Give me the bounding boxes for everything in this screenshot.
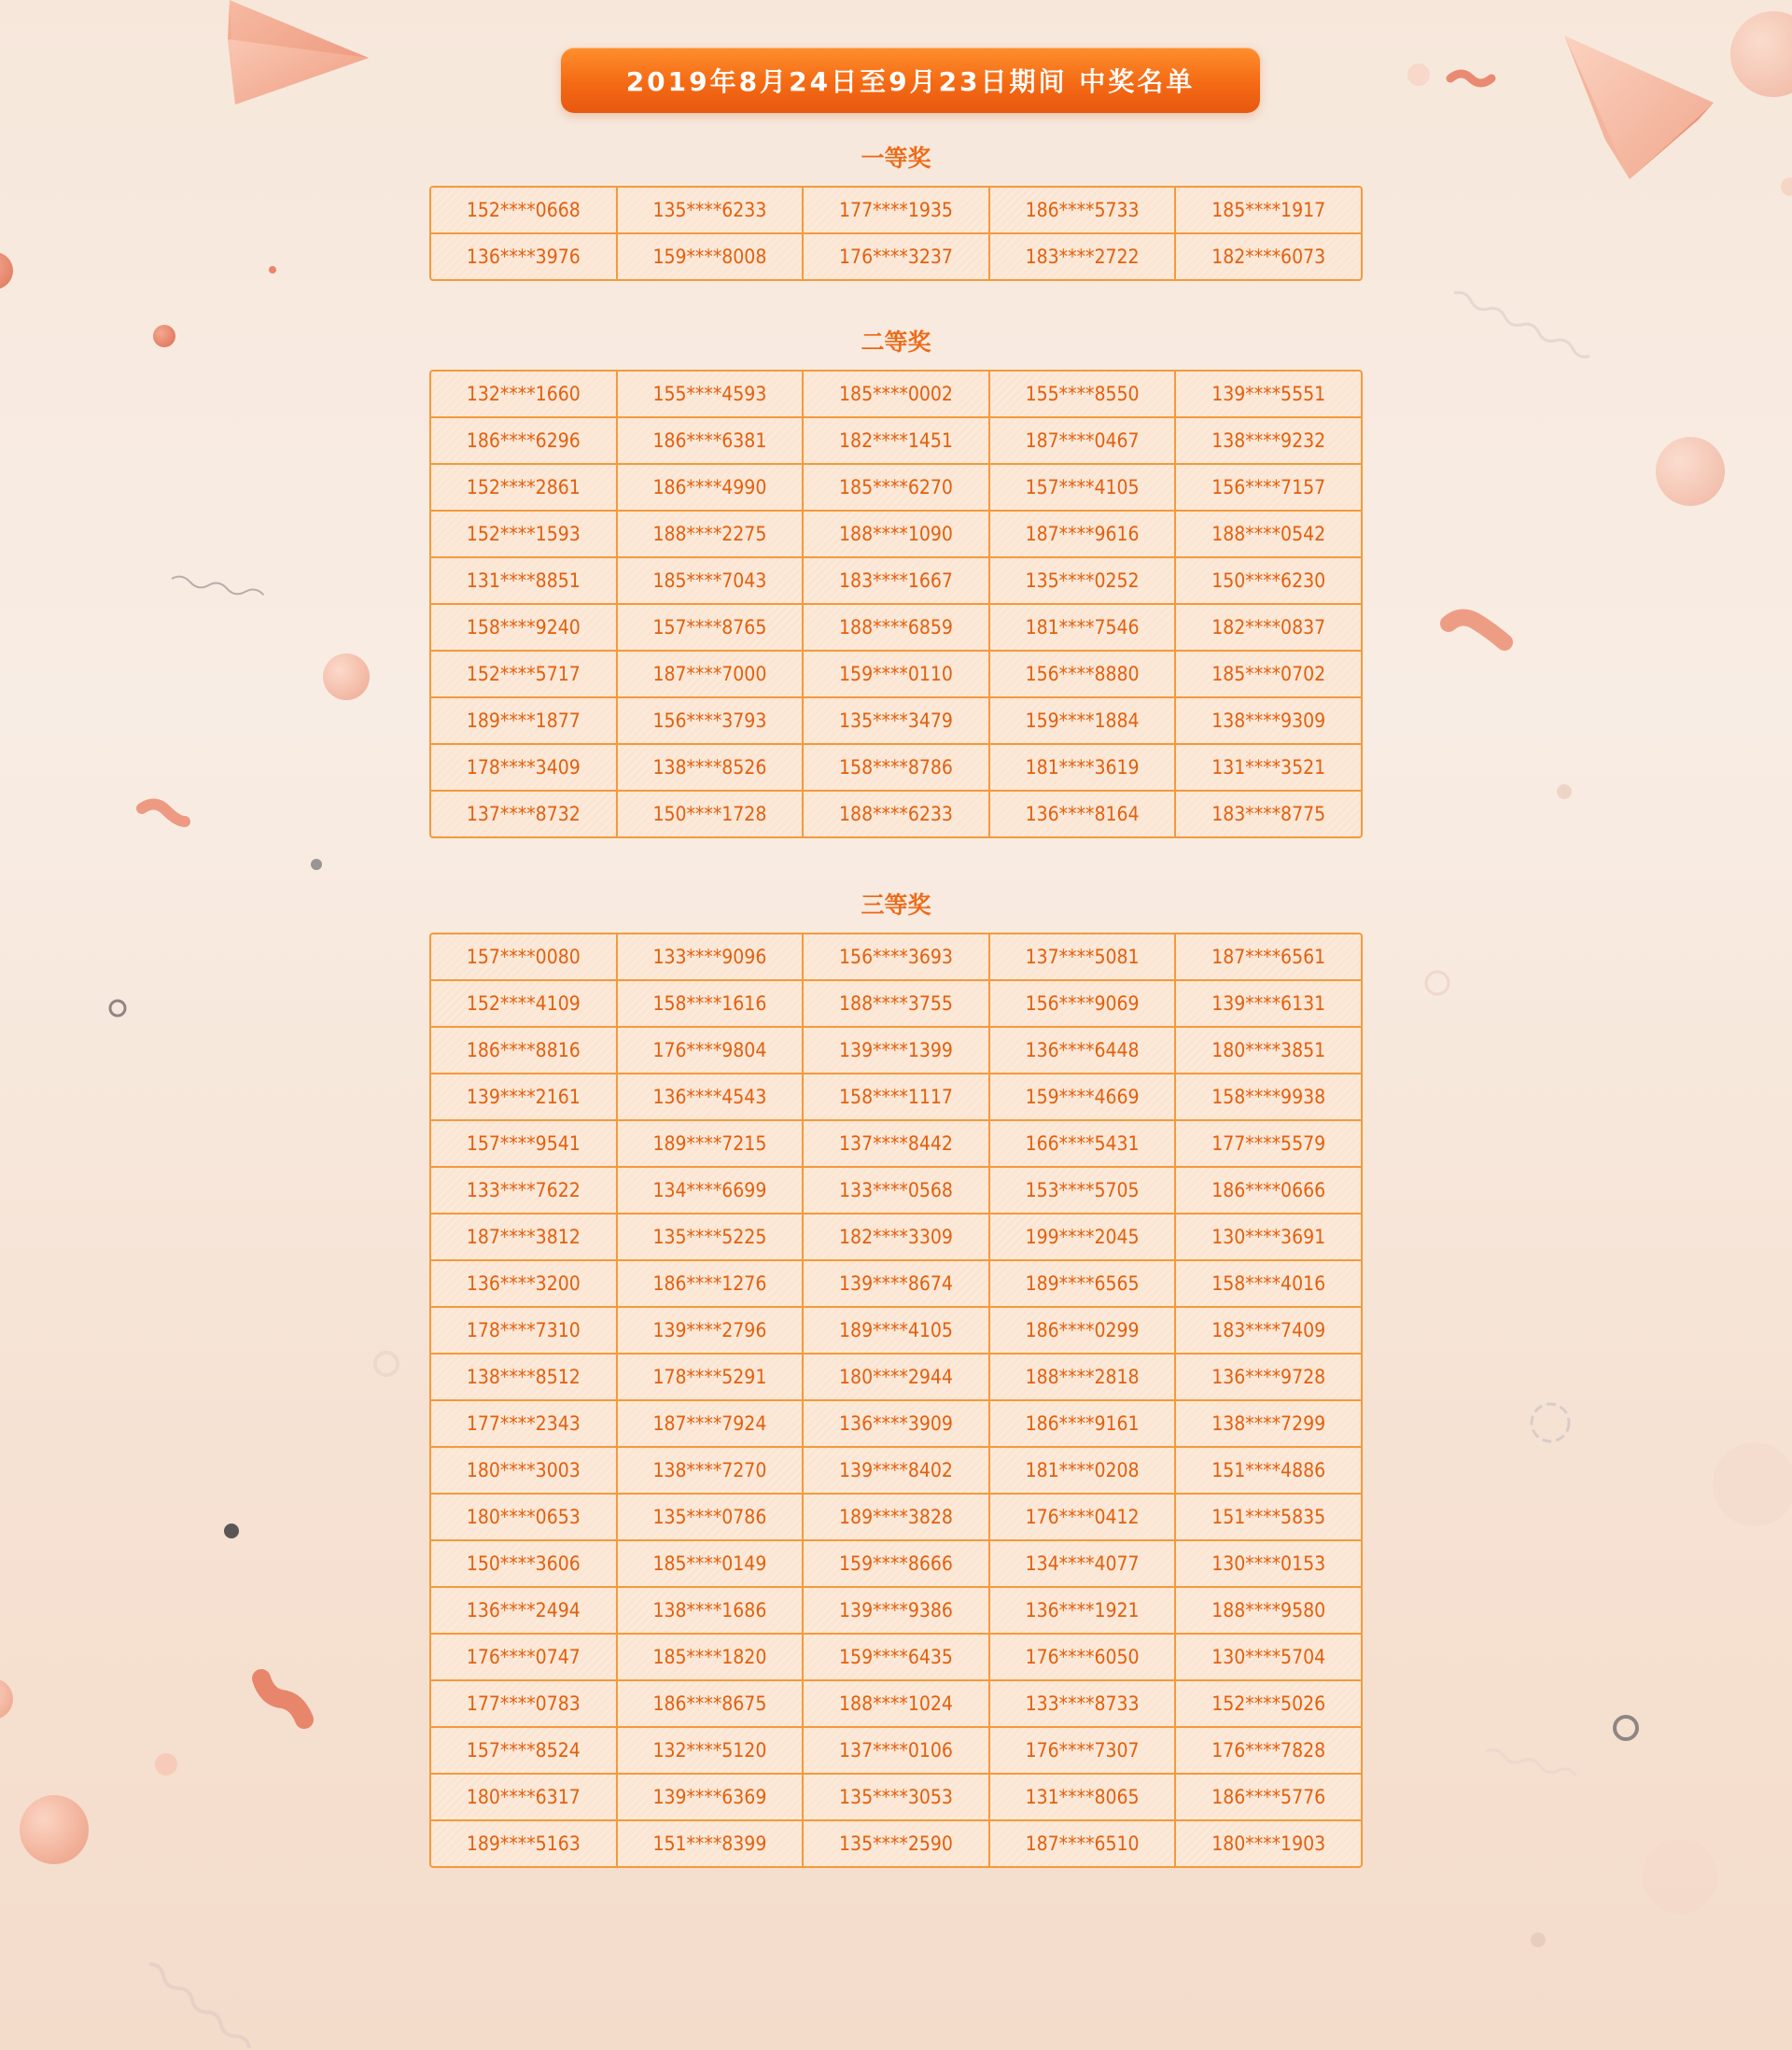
phone-cell: 132****5120 bbox=[616, 1728, 803, 1773]
phone-cell: 138****8526 bbox=[616, 745, 803, 790]
phone-cell: 139****6131 bbox=[1174, 981, 1361, 1026]
phone-cell: 159****1884 bbox=[988, 698, 1175, 743]
phone-cell: 199****2045 bbox=[988, 1215, 1175, 1259]
phone-cell: 159****0110 bbox=[802, 652, 988, 696]
phone-cell: 138****9309 bbox=[1174, 698, 1361, 743]
phone-cell: 157****8765 bbox=[616, 605, 803, 650]
phone-cell: 189****1877 bbox=[466, 709, 581, 732]
phone-cell: 189****5163 bbox=[466, 1832, 581, 1855]
phone-cell: 186****0666 bbox=[1174, 1168, 1361, 1213]
table-row bbox=[431, 650, 1361, 696]
phone-cell: 176****0412 bbox=[988, 1495, 1175, 1539]
phone-cell: 177****1935 bbox=[802, 188, 988, 232]
phone-cell: 187****3812 bbox=[466, 1226, 581, 1248]
phone-cell: 136****2494 bbox=[466, 1599, 581, 1622]
phone-cell: 136****1921 bbox=[988, 1588, 1175, 1633]
phone-cell: 187****6561 bbox=[1174, 934, 1361, 979]
phone-cell: 155****8550 bbox=[988, 372, 1175, 416]
phone-cell: 153****5705 bbox=[988, 1168, 1175, 1213]
section-title-first-prize: 一等奖 bbox=[861, 145, 931, 172]
phone-cell: 156****9069 bbox=[988, 981, 1175, 1026]
phone-cell: 139****2161 bbox=[466, 1086, 581, 1108]
table-row bbox=[431, 1679, 1361, 1726]
phone-cell: 178****7310 bbox=[466, 1319, 581, 1341]
phone-cell: 136****6448 bbox=[988, 1028, 1175, 1073]
phone-cell: 186****4990 bbox=[616, 465, 803, 510]
phone-cell: 158****9240 bbox=[466, 616, 581, 639]
phone-cell: 131****8065 bbox=[988, 1775, 1175, 1819]
phone-cell: 134****4077 bbox=[988, 1541, 1175, 1586]
table-row bbox=[431, 1399, 1361, 1446]
phone-cell: 185****6270 bbox=[802, 465, 988, 510]
page-title: 2019年8月24日至9月23日期间 中奖名单 bbox=[625, 66, 1196, 97]
phone-cell: 152****5026 bbox=[1174, 1681, 1361, 1726]
phone-cell: 139****2796 bbox=[616, 1308, 803, 1353]
phone-cell: 139****6369 bbox=[616, 1775, 803, 1819]
phone-cell: 185****1917 bbox=[1174, 188, 1361, 232]
phone-cell: 188****9580 bbox=[1174, 1588, 1361, 1633]
phone-cell: 136****3909 bbox=[802, 1401, 988, 1446]
phone-cell: 186****8675 bbox=[616, 1681, 803, 1726]
phone-cell: 177****5579 bbox=[1174, 1121, 1361, 1166]
phone-cell: 176****7828 bbox=[1174, 1728, 1361, 1773]
phone-cell: 158****1616 bbox=[616, 981, 803, 1026]
phone-cell: 133****7622 bbox=[466, 1179, 581, 1201]
table-row bbox=[431, 416, 1361, 463]
phone-cell: 186****1276 bbox=[616, 1261, 803, 1306]
phone-cell: 186****9161 bbox=[988, 1401, 1175, 1446]
phone-cell: 176****0747 bbox=[466, 1646, 581, 1668]
phone-cell: 176****9804 bbox=[616, 1028, 803, 1073]
phone-cell: 134****6699 bbox=[616, 1168, 803, 1213]
phone-cell: 157****8524 bbox=[466, 1739, 581, 1762]
phone-cell: 188****1024 bbox=[802, 1681, 988, 1726]
phone-cell: 131****8851 bbox=[466, 569, 581, 592]
phone-cell: 189****4105 bbox=[802, 1308, 988, 1353]
phone-cell: 159****8008 bbox=[616, 234, 803, 279]
phone-cell: 185****0002 bbox=[802, 372, 988, 416]
phone-cell: 137****8442 bbox=[802, 1121, 988, 1166]
phone-cell: 156****3693 bbox=[802, 934, 988, 979]
table-row bbox=[431, 1119, 1361, 1166]
phone-cell: 176****6050 bbox=[988, 1635, 1175, 1679]
phone-cell: 150****3606 bbox=[466, 1552, 581, 1575]
table-row bbox=[431, 1306, 1361, 1353]
table-row bbox=[431, 188, 1361, 232]
phone-cell: 150****1728 bbox=[616, 792, 803, 836]
phone-cell: 181****0208 bbox=[988, 1448, 1175, 1493]
phone-cell: 131****3521 bbox=[1174, 745, 1361, 790]
table-row bbox=[431, 1726, 1361, 1773]
phone-cell: 187****7000 bbox=[616, 652, 803, 696]
table-row bbox=[431, 696, 1361, 743]
table-row bbox=[431, 556, 1361, 603]
table-row bbox=[431, 463, 1361, 510]
phone-cell: 156****3793 bbox=[616, 698, 803, 743]
phone-cell: 155****4593 bbox=[616, 372, 803, 416]
page-title-banner bbox=[561, 48, 1260, 113]
phone-cell: 136****8164 bbox=[988, 792, 1175, 836]
table-row bbox=[431, 1073, 1361, 1119]
table-row bbox=[431, 232, 1361, 279]
phone-cell: 159****6435 bbox=[802, 1635, 988, 1679]
phone-cell: 138****7299 bbox=[1174, 1401, 1361, 1446]
phone-cell: 135****0786 bbox=[616, 1495, 803, 1539]
phone-cell: 151****4886 bbox=[1174, 1448, 1361, 1493]
phone-cell: 185****0702 bbox=[1174, 652, 1361, 696]
phone-cell: 132****1660 bbox=[466, 383, 581, 405]
phone-cell: 152****5717 bbox=[466, 663, 581, 685]
table-row bbox=[431, 1539, 1361, 1586]
table-row bbox=[431, 1353, 1361, 1399]
phone-cell: 178****5291 bbox=[616, 1355, 803, 1399]
phone-cell: 151****8399 bbox=[616, 1821, 803, 1866]
phone-cell: 150****6230 bbox=[1174, 558, 1361, 603]
phone-cell: 180****2944 bbox=[802, 1355, 988, 1399]
phone-cell: 152****4109 bbox=[466, 992, 581, 1015]
table-row bbox=[431, 979, 1361, 1026]
phone-cell: 183****2722 bbox=[988, 234, 1175, 279]
phone-cell: 133****8733 bbox=[988, 1681, 1175, 1726]
phone-cell: 135****2590 bbox=[802, 1821, 988, 1866]
second-prize-table bbox=[429, 370, 1363, 838]
phone-cell: 157****9541 bbox=[466, 1132, 581, 1155]
table-row bbox=[431, 934, 1361, 979]
phone-cell: 139****8674 bbox=[802, 1261, 988, 1306]
phone-cell: 188****6859 bbox=[802, 605, 988, 650]
phone-cell: 187****7924 bbox=[616, 1401, 803, 1446]
phone-cell: 133****0568 bbox=[802, 1168, 988, 1213]
phone-cell: 137****0106 bbox=[802, 1728, 988, 1773]
phone-cell: 158****1117 bbox=[802, 1074, 988, 1119]
phone-cell: 182****6073 bbox=[1174, 234, 1361, 279]
phone-cell: 176****7307 bbox=[988, 1728, 1175, 1773]
phone-cell: 185****7043 bbox=[616, 558, 803, 603]
phone-cell: 137****8732 bbox=[466, 803, 581, 825]
phone-cell: 183****1667 bbox=[802, 558, 988, 603]
phone-cell: 138****7270 bbox=[616, 1448, 803, 1493]
phone-cell: 188****3755 bbox=[802, 981, 988, 1026]
phone-cell: 189****7215 bbox=[616, 1121, 803, 1166]
phone-cell: 135****3479 bbox=[802, 698, 988, 743]
phone-cell: 178****3409 bbox=[466, 756, 581, 779]
phone-cell: 130****0153 bbox=[1174, 1541, 1361, 1586]
first-prize-table bbox=[429, 186, 1363, 281]
phone-cell: 181****3619 bbox=[988, 745, 1175, 790]
phone-cell: 157****4105 bbox=[988, 465, 1175, 510]
phone-cell: 135****0252 bbox=[988, 558, 1175, 603]
section-title-third-prize: 三等奖 bbox=[861, 892, 931, 919]
phone-cell: 158****4016 bbox=[1174, 1261, 1361, 1306]
phone-cell: 185****0149 bbox=[616, 1541, 803, 1586]
phone-cell: 186****0299 bbox=[988, 1308, 1175, 1353]
phone-cell: 189****3828 bbox=[802, 1495, 988, 1539]
table-row bbox=[431, 1586, 1361, 1633]
phone-cell: 177****2343 bbox=[466, 1412, 581, 1435]
table-row bbox=[431, 1026, 1361, 1073]
phone-cell: 139****1399 bbox=[802, 1028, 988, 1073]
phone-cell: 136****3976 bbox=[466, 246, 581, 268]
phone-cell: 180****0653 bbox=[466, 1506, 581, 1528]
phone-cell: 186****5733 bbox=[988, 188, 1175, 232]
phone-cell: 186****5776 bbox=[1174, 1775, 1361, 1819]
table-row bbox=[431, 790, 1361, 836]
phone-cell: 181****7546 bbox=[988, 605, 1175, 650]
phone-cell: 166****5431 bbox=[988, 1121, 1175, 1166]
table-row bbox=[431, 743, 1361, 790]
third-prize-table bbox=[429, 933, 1363, 1868]
phone-cell: 135****3053 bbox=[802, 1775, 988, 1819]
phone-cell: 136****3200 bbox=[466, 1272, 581, 1295]
phone-cell: 152****2861 bbox=[466, 476, 581, 498]
section-title-second-prize: 二等奖 bbox=[861, 329, 931, 356]
table-row bbox=[431, 1633, 1361, 1679]
phone-cell: 136****9728 bbox=[1174, 1355, 1361, 1399]
phone-cell: 139****8402 bbox=[802, 1448, 988, 1493]
phone-cell: 188****0542 bbox=[1174, 512, 1361, 556]
phone-cell: 138****8512 bbox=[466, 1366, 581, 1388]
phone-cell: 152****0668 bbox=[466, 199, 581, 221]
phone-cell: 159****4669 bbox=[988, 1074, 1175, 1119]
phone-cell: 187****6510 bbox=[988, 1821, 1175, 1866]
phone-cell: 186****8816 bbox=[466, 1039, 581, 1061]
phone-cell: 188****2818 bbox=[988, 1355, 1175, 1399]
phone-cell: 130****3691 bbox=[1174, 1215, 1361, 1259]
phone-cell: 158****8786 bbox=[802, 745, 988, 790]
phone-cell: 180****1903 bbox=[1174, 1821, 1361, 1866]
table-row bbox=[431, 1259, 1361, 1306]
phone-cell: 159****8666 bbox=[802, 1541, 988, 1586]
phone-cell: 186****6381 bbox=[616, 418, 803, 463]
table-row bbox=[431, 603, 1361, 650]
phone-cell: 188****1090 bbox=[802, 512, 988, 556]
phone-cell: 135****6233 bbox=[616, 188, 803, 232]
phone-cell: 187****0467 bbox=[988, 418, 1175, 463]
phone-cell: 138****1686 bbox=[616, 1588, 803, 1633]
phone-cell: 182****3309 bbox=[802, 1215, 988, 1259]
table-row bbox=[431, 1446, 1361, 1493]
phone-cell: 158****9938 bbox=[1174, 1074, 1361, 1119]
phone-cell: 182****0837 bbox=[1174, 605, 1361, 650]
phone-cell: 135****5225 bbox=[616, 1215, 803, 1259]
table-row bbox=[431, 1819, 1361, 1866]
phone-cell: 130****5704 bbox=[1174, 1635, 1361, 1679]
phone-cell: 137****5081 bbox=[988, 934, 1175, 979]
phone-cell: 182****1451 bbox=[802, 418, 988, 463]
phone-cell: 139****9386 bbox=[802, 1588, 988, 1633]
phone-cell: 180****3003 bbox=[466, 1459, 581, 1481]
table-row bbox=[431, 1166, 1361, 1213]
phone-cell: 180****3851 bbox=[1174, 1028, 1361, 1073]
phone-cell: 139****5551 bbox=[1174, 372, 1361, 416]
table-row bbox=[431, 1493, 1361, 1539]
table-row bbox=[431, 510, 1361, 556]
phone-cell: 189****6565 bbox=[988, 1261, 1175, 1306]
phone-cell: 186****6296 bbox=[466, 429, 581, 452]
phone-cell: 138****9232 bbox=[1174, 418, 1361, 463]
phone-cell: 180****6317 bbox=[466, 1786, 581, 1808]
phone-cell: 136****4543 bbox=[616, 1074, 803, 1119]
phone-cell: 156****7157 bbox=[1174, 465, 1361, 510]
phone-cell: 152****1593 bbox=[466, 523, 581, 545]
phone-cell: 183****8775 bbox=[1174, 792, 1361, 836]
table-row bbox=[431, 1213, 1361, 1259]
phone-cell: 156****8880 bbox=[988, 652, 1175, 696]
phone-cell: 133****9096 bbox=[616, 934, 803, 979]
phone-cell: 188****2275 bbox=[616, 512, 803, 556]
phone-cell: 185****1820 bbox=[616, 1635, 803, 1679]
table-row bbox=[431, 372, 1361, 416]
phone-cell: 177****0783 bbox=[466, 1692, 581, 1715]
phone-cell: 188****6233 bbox=[802, 792, 988, 836]
phone-cell: 187****9616 bbox=[988, 512, 1175, 556]
phone-cell: 183****7409 bbox=[1174, 1308, 1361, 1353]
phone-cell: 151****5835 bbox=[1174, 1495, 1361, 1539]
phone-cell: 176****3237 bbox=[802, 234, 988, 279]
phone-cell: 157****0080 bbox=[466, 946, 581, 968]
table-row bbox=[431, 1773, 1361, 1819]
